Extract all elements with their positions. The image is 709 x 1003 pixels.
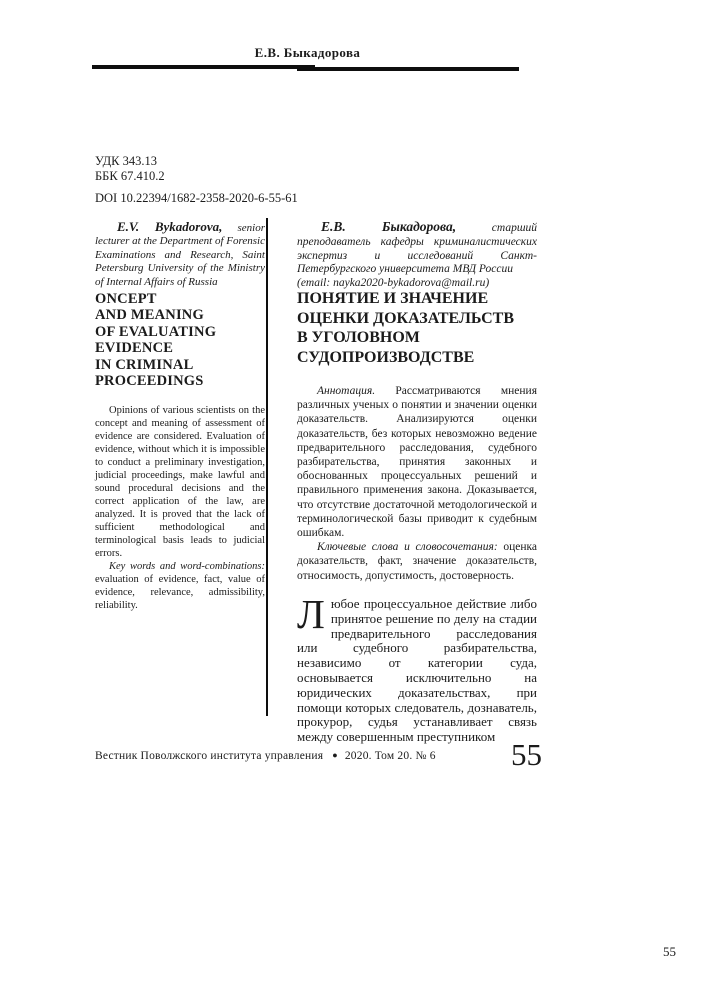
footer: [95, 750, 436, 762]
title-line: PROCEEDINGS: [95, 373, 204, 390]
title-line: EVIDENCE: [95, 340, 174, 357]
author-email: (email: nayka2020-bykadorova@mail.ru): [297, 277, 490, 290]
udk-number: УДК 343.13: [95, 154, 157, 168]
title-line: ONCEPT: [95, 291, 157, 307]
abstract-block-en: [95, 404, 265, 612]
author-affiliation-en: senior lecturer at the Department of Forensic Examinations and Research, Saint Petersburg University of the Ministry of Internal Affairs of Russia: [95, 222, 265, 288]
title-line: ПОНЯТИЕ И ЗНАЧЕНИЕ: [297, 290, 489, 307]
keywords-label-en: Key words and word-combinations:: [109, 561, 265, 572]
body-paragraph: [297, 591, 537, 745]
body-text: юбое процессуальное действие либо принятое решение по делу на стадии предварительного расследования или судебного разбирательства, независимо от категории суда, основывается исключительно на юридических доказательствах, при помощи которых следователь, дознаватель, прокурор, судья устанавливает связь между совершенным преступником: [297, 596, 537, 745]
annotation-ru: [297, 384, 537, 540]
issue-info: 2020. Том 20. № 6: [344, 750, 436, 762]
footer-bullet: ●: [332, 750, 338, 760]
author-name-en: E.V. Bykadorova,: [117, 219, 223, 234]
bbk-number: ББК 67.410.2: [95, 168, 165, 183]
title-line: AND MEANING: [95, 307, 204, 324]
author-block-en: [95, 220, 265, 289]
author-affiliation-ru: старший преподаватель кафедры криминалистических экспертиз и исследований Санкт-Петербургского университета МВД России: [297, 222, 537, 276]
header-rule-left: [92, 65, 315, 69]
annotation-block-ru: [297, 384, 537, 583]
keywords-text-en: evaluation of evidence, fact, value of evidence, relevance, admissibility, reliability.: [95, 574, 265, 611]
title-line: СУДОПРОИЗВОДСТВЕ: [297, 348, 475, 366]
classification-codes: [95, 154, 298, 206]
title-line: IN CRIMINAL: [95, 356, 194, 373]
annotation-label: Аннотация.: [317, 385, 376, 397]
running-head: Е.В. Быкадорова: [254, 45, 361, 60]
article-title-en: [95, 291, 265, 389]
column-divider: [266, 218, 268, 716]
keywords-en: [95, 560, 265, 612]
body-text-block: [297, 591, 537, 745]
author-block-ru: [297, 220, 537, 291]
header-rule-right: [297, 67, 519, 71]
title-line: ОЦЕНКИ ДОКАЗАТЕЛЬСТВ: [297, 309, 514, 327]
doi: DOI 10.22394/1682-2358-2020-6-55-61: [95, 191, 298, 205]
page-number-large: 55: [511, 737, 542, 772]
corner-page-number: 55: [663, 944, 676, 959]
keywords-label-ru: Ключевые слова и словосочетания:: [317, 541, 498, 554]
author-name-ru: Е.В. Быкадорова,: [321, 219, 457, 234]
drop-cap: Л: [297, 591, 325, 637]
keywords-text-ru: оценка доказательств, факт, значение доказательств, относимость, допустимость, достоверность.: [297, 541, 538, 582]
abstract-en: Opinions of various scientists on the concept and meaning of assessment of evidence are considered. Evaluation of evidence, without which it is impossible to conduct a preliminary investigation, judicial proceedings, make lawful and sound procedural decisions and the correct application of the law, are analyzed. It is proved that the lack of sufficient methodological and terminological basis leads to judicial errors.: [95, 405, 265, 559]
annotation-text: Рассматриваются мнения различных ученых о понятии и значении оценки доказательств. Анализируются оценки доказательств, без которых невозможно ведение предварительного расследования, судебного разбирательства, принятия законных и обоснованных процессуальных решений и правильного применения закона. Доказывается, что отсутствие достаточной методологической и терминологической базы приводит к судебным ошибкам.: [297, 385, 537, 540]
keywords-ru: [297, 540, 537, 583]
journal-name: Вестник Поволжского института управления: [95, 750, 324, 762]
title-line: В УГОЛОВНОМ: [297, 329, 420, 346]
title-line: OF EVALUATING: [95, 323, 217, 340]
article-title-ru: [297, 289, 537, 367]
